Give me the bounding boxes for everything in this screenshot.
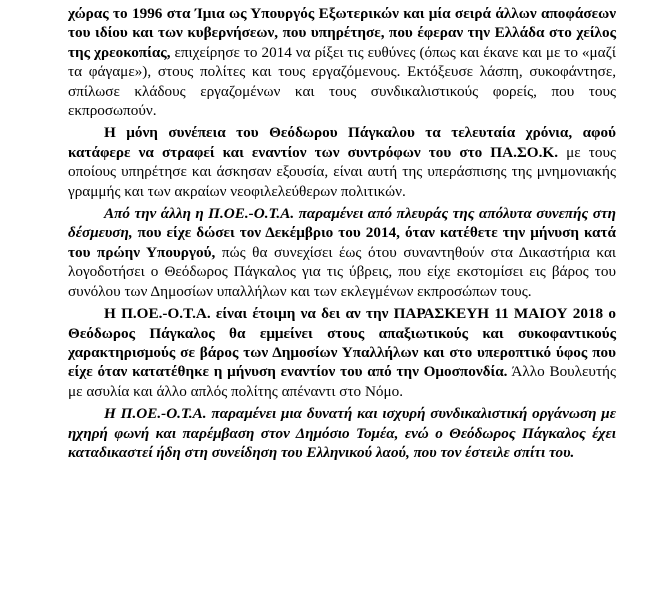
paragraph-2 — [68, 123, 616, 201]
paragraph-2-bold: Η μόνη συνέπεια του Θεόδωρου Πάγκαλου τα τελευταία χρόνια, αφού κατάφερε να στραφεί και εναντίον των συντρόφων του στο ΠΑ.ΣΟ.Κ. — [68, 124, 616, 161]
paragraph-4-text: Άλλο Βουλευτής με ασυλία και άλλο απλός πολίτης απέναντι στο Νόμο. — [68, 363, 617, 400]
paragraph-5 — [68, 404, 616, 462]
paragraph-4 — [68, 304, 616, 401]
paragraph-3 — [68, 204, 616, 301]
paragraph-4-bold: Η Π.ΟΕ.-Ο.Τ.Α. είναι έτοιμη να δει αν την ΠΑΡΑΣΚΕΥΗ 11 ΜΑΙΟΥ 2018 ο Θεόδωρος Πάγκαλος θα εμμείνει στους απαξιωτικούς και συκοφαντικούς χαρακτηρισμούς σε βάρος των Δημοσίων Υπαλλήλων και στο υπεροπτικό ύφος που είχε όταν κατατέθηκε η μήνυση εναντίον του από την Ομοσπονδία. — [68, 305, 616, 381]
paragraph-3-bold-italic: Από την άλλη η Π.ΟΕ.-Ο.Τ.Α. παραμένει από πλευράς της απόλυτα συνεπής στη δέσμευση, — [68, 205, 616, 242]
paragraph-3-bold: που είχε δώσει τον Δεκέμβριο του 2014, όταν κατέθετε την μήνυση κατά του πρώην Υπουργού, — [68, 224, 616, 261]
paragraph-3-text: πώς θα συνεχίσει έως ότου συναντηθούν στα Δικαστήρια και λογοδοτήσει ο Θεόδωρος Πάγκαλος για τις ύβρεις, που είχε εκστομίσει εις βάρος του συνόλου των Δημοσίων υπαλλήλων και των εκλεγμένων εκπροσώπων τους. — [68, 243, 616, 300]
paragraph-5-bold-italic: Η Π.ΟΕ.-Ο.Τ.Α. παραμένει μια δυνατή και ισχυρή συνδικαλιστική οργάνωση με ηχηρή φωνή και παρέμβαση στον Δημόσιο Τομέα, ενώ ο Θεόδωρος Πάγκαλος έχει καταδικαστεί ήδη στη συνείδηση του Ελληνικού λαού, που τον έστειλε σπίτι του. — [68, 405, 616, 461]
paragraph-1-bold: χώρας το 1996 στα Ίμια ως Υπουργός Εξωτερικών και μία σειρά άλλων αποφάσεων του ιδίου και των κυβερνήσεων, που υπηρέτησε, που έφεραν την Ελλάδα στο χείλος της χρεοκοπίας, — [68, 5, 616, 61]
paragraph-1-text: επιχείρησε το 2014 να ρίξει τις ευθύνες (όπως και έκανε και με το «μαζί τα φάγαμε»), στους πολίτες και τους εργαζόμενους. Εκτόξευσε λάσπη, συκοφάντησε, σπίλωσε κλάδους εργαζομένων και τους συνδικαλιστικούς φορείς, που τους εκπροσωπούν. — [68, 43, 616, 120]
document-page — [68, 4, 616, 465]
paragraph-1 — [68, 4, 616, 120]
paragraph-2-text: με τους οποίους υπηρέτησε και άσκησαν εξουσία, είναι αυτή της υπεράσπισης της μνημονιακής γραμμής και των ακραίων νεοφιλελεύθερων πολιτικών. — [68, 143, 616, 200]
